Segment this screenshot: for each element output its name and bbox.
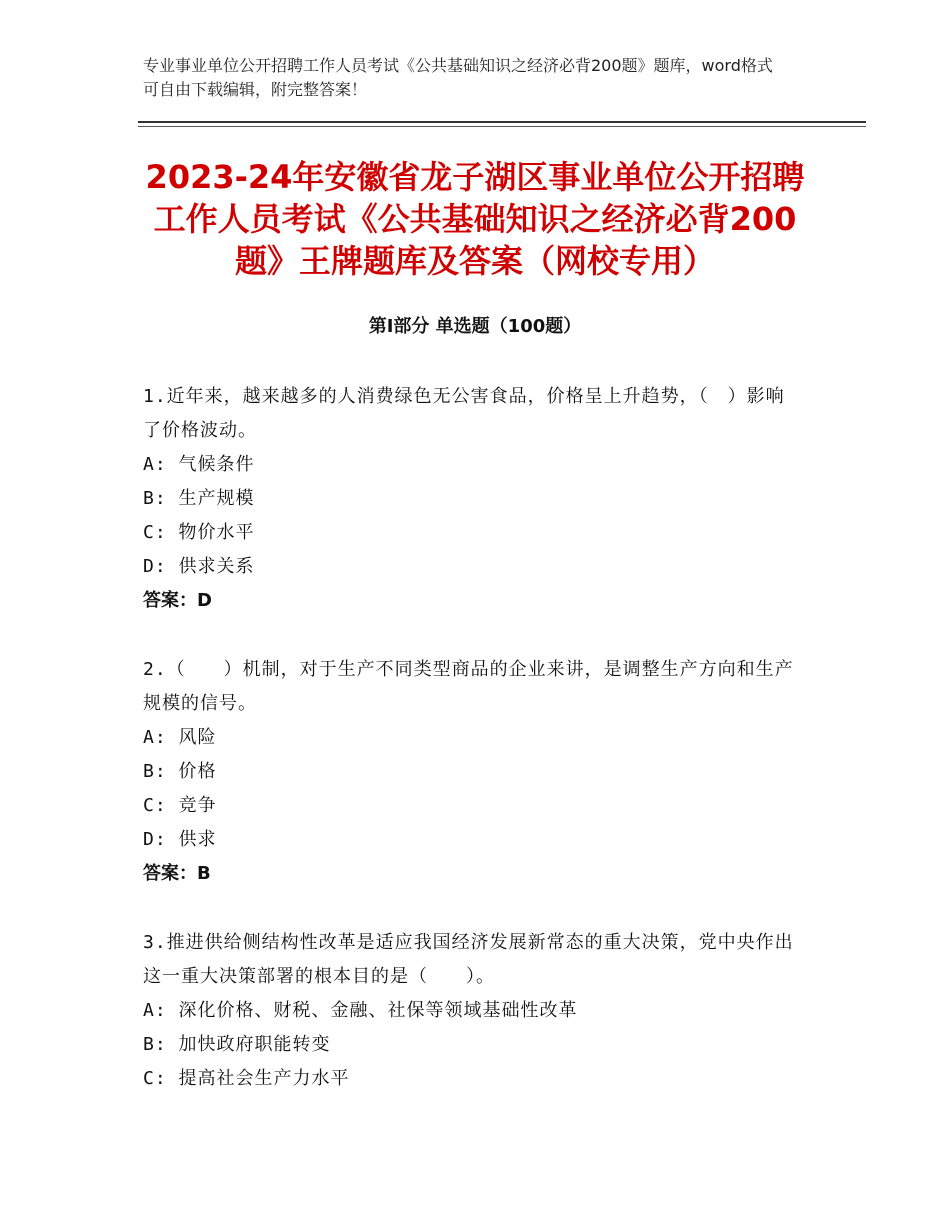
answer: 答案：B: [143, 863, 211, 884]
option-d: D: 供求: [143, 829, 217, 850]
question-text: 3.推进供给侧结构性改革是适应我国经济发展新常态的重大决策，党中央作出这一重大决策部署的根本目的是（ ）。: [143, 932, 794, 987]
option-d: D: 供求关系: [143, 556, 255, 577]
option-c: C: 竞争: [143, 795, 217, 816]
header-rule-thin: [138, 126, 866, 127]
question-2: [143, 653, 803, 891]
option-c: C: 物价水平: [143, 522, 255, 543]
answer: 答案：D: [143, 590, 212, 611]
question-text: 1.近年来，越来越多的人消费绿色无公害食品，价格呈上升趋势，（ ）影响了价格波动。: [143, 386, 785, 441]
option-a: A: 气候条件: [143, 454, 255, 475]
option-b: B: 价格: [143, 761, 217, 782]
question-3: [143, 926, 803, 1096]
option-a: A: 风险: [143, 727, 217, 748]
section-heading: 第Ⅰ部分 单选题（100题）: [368, 316, 582, 337]
header-rule-thick: [138, 121, 866, 123]
option-b: B: 加快政府职能转变: [143, 1034, 331, 1055]
document-title: 2023-24年安徽省龙子湖区事业单位公开招聘工作人员考试《公共基础知识之经济必背200题》王牌题库及答案（网校专用）: [145, 158, 805, 280]
question-text: 2.（ ）机制，对于生产不同类型商品的企业来讲，是调整生产方向和生产规模的信号。: [143, 659, 794, 714]
option-c: C: 提高社会生产力水平: [143, 1068, 350, 1089]
header-note: 专业事业单位公开招聘工作人员考试《公共基础知识之经济必背200题》题库，word格式可自由下载编辑，附完整答案！: [143, 56, 773, 99]
option-a: A: 深化价格、财税、金融、社保等领域基础性改革: [143, 1000, 578, 1021]
option-b: B: 生产规模: [143, 488, 255, 509]
question-1: [143, 380, 803, 618]
